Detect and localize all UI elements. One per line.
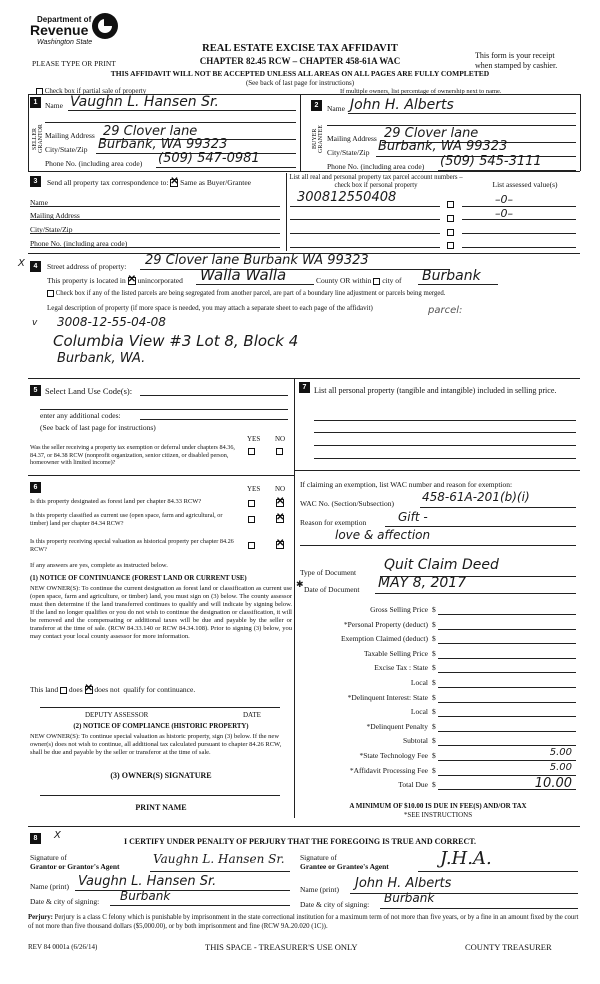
unincorporated-checkbox[interactable] [128, 277, 136, 285]
fee-label: *State Technology Fee [359, 751, 428, 760]
city-name[interactable]: Burbank [422, 268, 481, 284]
legal-line-1[interactable]: 3008-12-55-04-08 [57, 315, 166, 329]
legal-line-3[interactable]: Burbank, WA. [57, 351, 146, 366]
city-checkbox[interactable] [373, 278, 380, 285]
s5-see-back: (See back of last page for instructions) [40, 423, 156, 432]
this-land: This land does ✕ does not qualify for continuance. [30, 685, 195, 694]
s6-no: NO [275, 485, 286, 493]
section-6-number: 6 [30, 482, 41, 493]
legal-mark: v [32, 318, 38, 328]
wac-value[interactable]: 458-61A-201(b)(i) [422, 490, 530, 504]
exemption-question: Was the seller receiving a property tax exemption or deferral under chapters 84.36, 84.37, or 84.38 RCW (nonprofit organization, senior citizen, or disabled person, homeowner with limited income)? [30, 444, 235, 466]
seller-name[interactable]: Vaughn L. Hansen Sr. [70, 94, 219, 110]
fee-label: Local [410, 707, 428, 717]
section-1-number: 1 [30, 97, 41, 108]
buyer-phone-label: Phone No. (including area code) [327, 162, 425, 171]
grantor-sig-label-2: Grantor or Grantor's Agent [30, 862, 120, 871]
section-3-number: 3 [30, 176, 41, 187]
fee-label: Subtotal [402, 736, 428, 746]
s6-q3: Is this property receiving special valuation as historical property per chapter 84.26 RCW? [30, 538, 234, 553]
fee-label: Exemption Claimed (deduct) [340, 634, 428, 644]
located-in: This property is located in ✕ unincorporated [47, 276, 183, 285]
revenue-logo [30, 13, 125, 53]
section-8-number: 8 [30, 833, 41, 844]
section-7-number: 7 [299, 382, 310, 393]
personal-property-label: List all personal property (tangible and intangible) included in selling price. [314, 386, 557, 395]
fee-label: *Affidavit Processing Fee [349, 765, 428, 775]
segregated: Check box if any of the listed parcels are being segregated from another parcel, are part of a boundary line adjustment or parcels being merged. [47, 290, 446, 297]
fee-label: Local [410, 678, 428, 687]
fee-label: Taxable Selling Price [363, 648, 428, 658]
buyer-city-label: City/State/Zip [327, 148, 370, 157]
fee-dollar: $ [432, 736, 436, 746]
assessed-value-1[interactable]: –0– [495, 193, 513, 206]
see-back: (See back of last page for instructions) [245, 79, 355, 87]
q1-no-checkbox[interactable] [276, 499, 284, 507]
buyer-name-label: Name [327, 104, 345, 113]
q1-yes-checkbox[interactable] [248, 500, 255, 507]
seller-phone[interactable]: (509) 547-0981 [158, 151, 260, 166]
same-as-buyer-checkbox[interactable] [170, 179, 178, 187]
grantee-name[interactable]: John H. Alberts [355, 876, 452, 891]
fee-label: Total Due [398, 780, 428, 790]
exemption-yes-checkbox[interactable] [248, 448, 255, 455]
warning: THIS AFFIDAVIT WILL NOT BE ACCEPTED UNLESS ALL AREAS ON ALL PAGES ARE FULLY COMPLETED [110, 69, 490, 78]
minimum-due: A MINIMUM OF $10.00 IS DUE IN FEE(S) AND/OR TAX [349, 802, 527, 810]
rev-number: REV 84 0001a (6/26/14) [28, 943, 98, 951]
q3-no-checkbox[interactable] [276, 541, 284, 549]
send-correspondence: Send all property tax correspondence to: ✕ Same as Buyer/Grantee [47, 178, 251, 187]
personal-property-checkbox-4[interactable] [447, 242, 454, 249]
receipt-2: when stamped by cashier. [475, 61, 558, 70]
seller-name-label: Name [45, 101, 63, 110]
s6-date: DATE [243, 711, 261, 719]
street-address[interactable]: 29 Clover lane Burbank WA 99323 [145, 253, 369, 268]
partial-sale: Check box if partial sale of property [36, 87, 146, 95]
fee-dollar: $ [432, 648, 436, 658]
fee-dollar: $ [432, 692, 436, 702]
parcel-header: List all real and personal property tax parcel account numbers – check box if personal property [289, 174, 463, 189]
dept-top: Department of [37, 15, 92, 24]
s5-no: NO [275, 435, 286, 443]
grantee-sig-label-1: Signature of [300, 853, 337, 862]
personal-property-checkbox-3[interactable] [447, 229, 454, 236]
fee-label: *Delinquent Interest: State [347, 692, 428, 702]
notice2-body: NEW OWNER(S): To continue special valuation as historic property, sign (3) below. If the new owner(s) does not wish to continue, all additional tax calculated pursuant to chapter 84.26 RCW, shall be due and payable by the seller or transferor at the time of sale. [30, 733, 282, 756]
please-type: PLEASE TYPE OR PRINT [32, 59, 116, 68]
s6-yes: YES [247, 485, 261, 493]
section-4-mark: X [18, 258, 25, 269]
dept-main: Revenue [30, 22, 89, 38]
exemption-no-checkbox[interactable] [276, 448, 283, 455]
receipt-1: This form is your receipt [475, 51, 555, 60]
fee-label: Excise Tax : State [374, 663, 428, 673]
see-instructions: *SEE INSTRUCTIONS [403, 811, 473, 819]
multiple-owners: If multiple owners, list percentage of ownership next to name. [340, 88, 502, 95]
legal-label: Legal description of property (if more space is needed, you may attach a separate sheet to each page of the affidavit) [47, 304, 373, 312]
county-name[interactable]: Walla Walla [200, 266, 287, 284]
doc-date-value[interactable]: MAY 8, 2017 [378, 575, 467, 591]
fee-label: *Personal Property (deduct) [343, 619, 428, 629]
s3-name-label: Name [30, 198, 48, 207]
wac-label: WAC No. (Section/Subsection) [300, 499, 394, 508]
fee-value[interactable]: 5.00 [549, 747, 572, 758]
q2-yes-checkbox[interactable] [248, 516, 255, 523]
fee-dollar: $ [432, 721, 436, 731]
section-2-number: 2 [311, 100, 322, 111]
fee-dollar: $ [432, 678, 436, 687]
doc-type-label: Type of Document [300, 568, 357, 577]
seller-address-label: Mailing Address [45, 131, 95, 140]
segregated-checkbox[interactable] [47, 290, 54, 297]
parcel-number-1[interactable]: 300812550408 [297, 190, 397, 205]
seller-phone-label: Phone No. (including area code) [45, 159, 143, 168]
q3-yes-checkbox[interactable] [248, 542, 255, 549]
s6-q2: Is this property classified as current use (open space, farm and agricultural, or timber) land per chapter 84.34 RCW? [30, 512, 223, 527]
certify: I CERTIFY UNDER PENALTY OF PERJURY THAT THE FOREGOING IS TRUE AND CORRECT. [124, 837, 477, 846]
dept-state: Washington State [37, 39, 93, 46]
owner-signature: (3) OWNER(S) SIGNATURE [110, 771, 212, 780]
grantee-date-label: Date & city of signing: [300, 900, 370, 909]
buyer-vertical-label: BUYER GRANTEE [312, 125, 324, 153]
personal-property-checkbox-1[interactable] [447, 201, 454, 208]
grantor-name[interactable]: Vaughn L. Hansen Sr. [78, 874, 217, 889]
does-checkbox[interactable] [60, 687, 67, 694]
additional-codes: enter any additional codes: [40, 411, 121, 420]
notice1-body: NEW OWNER(S): To continue the current designation as forest land or classification as current use (open space, farm and agriculture, or timber) land, you must sign on (3) below. The county assessor must then determine if the land transferred continues to qualify and will indicate by signing below. If the land no longer qualifies or you do not wish to continue the designation or classification, it will be removed and the compensating or additional taxes will be due and payable by the seller or transferor at the time of sale. (RCW 84.33.140 or RCW 84.34.108). Prior to signing (3) below, you may contact your local county assessor for more information. [30, 585, 292, 640]
fee-dollar: $ [432, 605, 436, 614]
grantor-name-label: Name (print) [30, 882, 69, 891]
seller-city-label: City/State/Zip [45, 145, 88, 154]
notice1-title: (1) NOTICE OF CONTINUANCE (FOREST LAND OR CURRENT USE) [30, 575, 247, 582]
treasurer-space: THIS SPACE - TREASURER'S USE ONLY [205, 942, 358, 952]
street-label: Street address of property: [47, 262, 127, 271]
seller-city[interactable]: Burbank, WA 99323 [98, 137, 228, 152]
seller-vertical-label: SELLER GRANTOR [32, 124, 44, 154]
reason-value-1[interactable]: Gift - [398, 510, 428, 524]
fee-dollar: $ [432, 634, 436, 644]
print-name: PRINT NAME [135, 803, 187, 812]
buyer-address[interactable]: 29 Clover lane [384, 126, 479, 141]
reason-value-2[interactable]: love & affection [335, 528, 431, 542]
fee-dollar: $ [432, 751, 436, 760]
s3-city-label: City/State/Zip [30, 225, 73, 234]
fee-dollar: $ [432, 663, 436, 673]
deputy-assessor: DEPUTY ASSESSOR [85, 711, 149, 719]
grantee-signature[interactable]: J.H.A. [440, 848, 492, 869]
doc-type-value[interactable]: Quit Claim Deed [384, 557, 499, 573]
reason-label: Reason for exemption [300, 518, 367, 527]
county-or: County OR within city of [316, 276, 402, 285]
q2-no-checkbox[interactable] [276, 515, 284, 523]
grantee-name-label: Name (print) [300, 885, 339, 894]
notice2-title: (2) NOTICE OF COMPLIANCE (HISTORIC PROPERTY) [73, 723, 249, 730]
fee-value[interactable]: 5.00 [549, 761, 572, 773]
grantor-signature[interactable]: Vaughn L. Hansen Sr. [153, 852, 285, 866]
section-8-mark: X [54, 830, 61, 841]
grantee-sig-label-2: Grantee or Grantee's Agent [300, 862, 389, 871]
assessed-header: List assessed value(s) [492, 180, 558, 189]
doc-date-mark: ✱ [296, 580, 304, 590]
form-title: REAL ESTATE EXCISE TAX AFFIDAVIT [202, 43, 398, 54]
does-not-checkbox[interactable] [85, 686, 93, 694]
logo-swirl-icon [92, 13, 118, 39]
personal-property-checkbox-2[interactable] [447, 215, 454, 222]
s6-q1: Is this property designated as forest land per chapter 84.33 RCW? [30, 498, 202, 505]
if-yes: If any answers are yes, complete as instructed below. [30, 562, 168, 569]
exemption-claim: If claiming an exemption, list WAC number and reason for exemption: [300, 480, 513, 489]
s5-yes: YES [247, 435, 261, 443]
assessed-value-2[interactable]: –0– [495, 207, 513, 220]
land-use-label: Select Land Use Code(s): [45, 386, 133, 396]
fee-dollar: $ [432, 619, 436, 629]
buyer-name[interactable]: John H. Alberts [350, 97, 454, 113]
perjury: Perjury: Perjury is a class C felony which is punishable by imprisonment in the state correctional institution for a maximum term of not more than five years, or by a fine in an amount fixed by the court of not more than five thousand dollars ($5,000.00), or by both imprisonment and fine (RCW 9A.20.020 (1C)). [28, 914, 579, 930]
grantee-city[interactable]: Burbank [384, 891, 435, 905]
fee-value[interactable]: 10.00 [534, 776, 572, 792]
fee-dollar: $ [432, 765, 436, 775]
section-5-number: 5 [30, 385, 41, 396]
buyer-address-label: Mailing Address [327, 134, 377, 143]
seller-address[interactable]: 29 Clover lane [103, 124, 198, 139]
form-chapter: CHAPTER 82.45 RCW – CHAPTER 458-61A WAC [199, 56, 401, 66]
fee-dollar: $ [432, 780, 436, 790]
s3-phone-label: Phone No. (including area code) [30, 239, 128, 248]
grantor-city[interactable]: Burbank [120, 889, 171, 903]
fee-label: Gross Selling Price [370, 605, 428, 614]
legal-line-2[interactable]: Columbia View #3 Lot 8, Block 4 [53, 332, 299, 350]
doc-date-label: Date of Document [304, 585, 360, 594]
fee-dollar: $ [432, 707, 436, 717]
grantor-sig-label-1: Signature of [30, 853, 67, 862]
fee-label: *Delinquent Penalty [366, 721, 428, 731]
buyer-city[interactable]: Burbank, WA 99323 [378, 139, 508, 154]
buyer-phone[interactable]: (509) 545-3111 [440, 154, 542, 169]
county-treasurer: COUNTY TREASURER [465, 942, 552, 952]
s3-mailing-label: Mailing Address [30, 211, 80, 220]
parcel-note: parcel: [428, 305, 463, 316]
section-4-number: 4 [30, 261, 41, 272]
grantor-date-label: Date & city of signing: [30, 897, 100, 906]
